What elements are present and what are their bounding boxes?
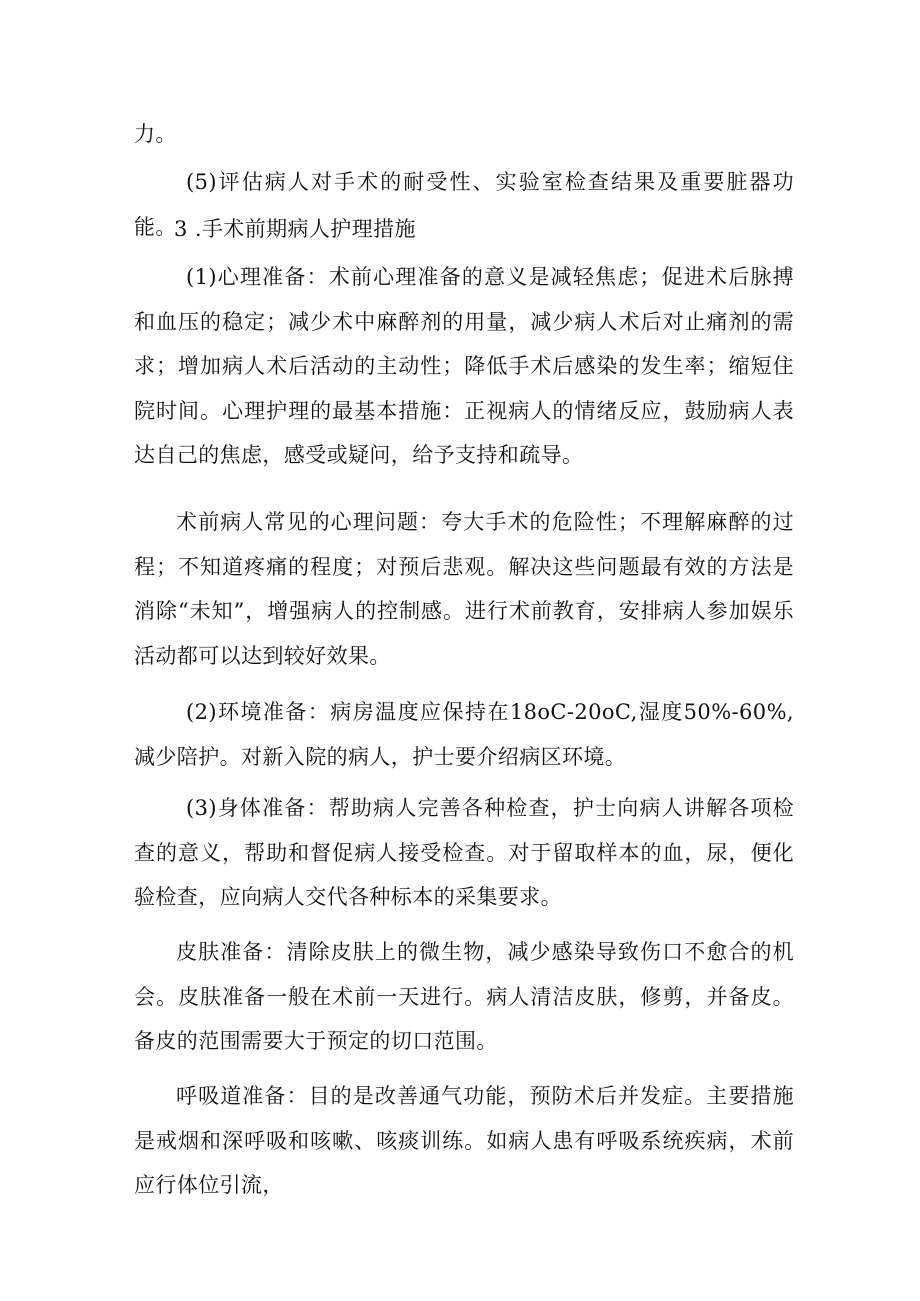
paragraph-continuation: 力。 (134, 122, 177, 146)
paragraph-psychological-prep: (1)心理准备：术前心理准备的意义是减轻焦虑；促进术后脉搏和血压的稳定；减少术中麻醉剂的用量，减少病人术后对止痛剂的需求；增加病人术后活动的主动性；降低手术后感染的发生率；缩短住院时间。心理护理的最基本措施：正视病人的情绪反应，鼓励病人表达自己的焦虑，感受或疑问，给予支持和疏导。 (134, 265, 794, 467)
section-heading-nursing-measures: 3 .手术前期病人护理措施 (174, 217, 416, 241)
paragraph-skin-prep: 皮肤准备：清除皮肤上的微生物，减少感染导致伤口不愈合的机会。皮肤准备一般在术前一天进行。病人清洁皮肤，修剪，并备皮。备皮的范围需要大于预定的切口范围。 (134, 940, 794, 1053)
paragraph-physical-prep: (3)身体准备：帮助病人完善各种检查，护士向病人讲解各项检查的意义，帮助和督促病人接受检查。对于留取样本的血，尿，便化验检查，应向病人交代各种标本的采集要求。 (134, 796, 794, 909)
paragraph-common-psych-problems: 术前病人常见的心理问题：夸大手术的危险性；不理解麻醉的过程；不知道疼痛的程度；对预后悲观。解决这些问题最有效的方法是消除“未知”，增强病人的控制感。进行术前教育，安排病人参加娱乐活动都可以达到较好效果。 (134, 510, 794, 668)
paragraph-environment-prep: (2)环境准备：病房温度应保持在18oC-20oC,湿度50%-60%,减少陪护。对新入院的病人，护士要介绍病区环境。 (134, 700, 794, 769)
paragraph-respiratory-prep: 呼吸道准备：目的是改善通气功能，预防术后并发症。主要措施是戒烟和深呼吸和咳嗽、咳痰训练。如病人患有呼吸系统疾病，术前应行体位引流， (134, 1084, 794, 1197)
paragraph-assess-tolerance: (5)评估病人对手术的耐受性、实验室检查结果及重要脏器功能。 (134, 170, 794, 239)
